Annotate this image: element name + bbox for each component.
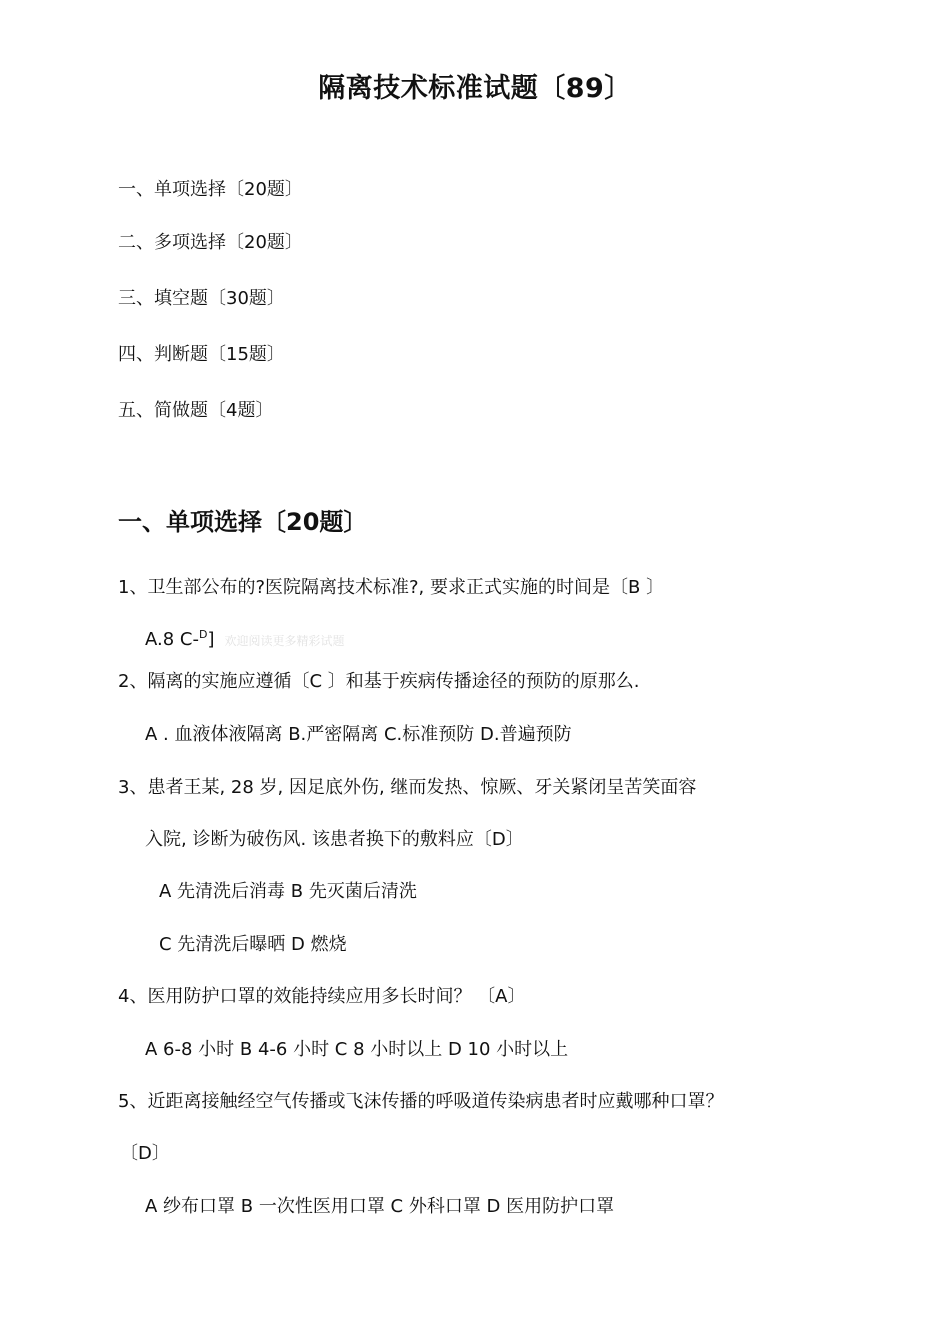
- toc-item-fill-blank: 三、填空题〔30题〕: [118, 288, 285, 309]
- question-2-stem: 2、隔离的实施应遵循〔C 〕和基于疾病传播途径的预防的原那么.: [118, 671, 640, 692]
- toc-item-multiple-choice: 二、多项选择〔20题〕: [118, 232, 303, 253]
- question-1-options-sup: D: [198, 628, 208, 641]
- faint-watermark-text: 欢迎阅读更多精彩试题: [224, 634, 345, 648]
- question-3-options-line1: A 先清洗后消毒 B 先灭菌后清洗: [159, 881, 417, 902]
- question-1-stem: 1、卫生部公布的?医院隔离技术标准?, 要求正式实施的时间是〔B 〕: [118, 577, 665, 598]
- question-2-options: A . 血液体液隔离 B.严密隔离 C.标准预防 D.普遍预防: [145, 724, 572, 745]
- question-3-options-line2: C 先清洗后曝晒 D 燃烧: [159, 934, 347, 955]
- section-heading-single-choice: 一、单项选择〔20题〕: [118, 508, 368, 536]
- question-4-options: A 6-8 小时 B 4-6 小时 C 8 小时以上 D 10 小时以上: [145, 1039, 569, 1060]
- question-1-options-end: ]: [207, 629, 215, 650]
- toc-item-true-false: 四、判断题〔15题〕: [118, 344, 285, 365]
- question-1-options-text: A.8 C-: [145, 629, 199, 650]
- question-3-stem-line2: 入院, 诊断为破伤风. 该患者换下的敷料应〔D〕: [145, 829, 524, 850]
- question-5-stem-line1: 5、近距离接触经空气传播或飞沫传播的呼吸道传染病患者时应戴哪种口罩？: [118, 1091, 724, 1112]
- question-3-stem-line1: 3、患者王某, 28 岁, 因足底外伤, 继而发热、惊厥、牙关紧闭呈苦笑面容: [118, 777, 697, 798]
- page-title: 隔离技术标准试题〔89〕: [318, 73, 632, 104]
- question-1-options: [145, 623, 345, 653]
- question-4-stem: 4、医用防护口罩的效能持续应用多长时间？ 〔A〕: [118, 986, 526, 1007]
- question-5-stem-line2: 〔D〕: [120, 1143, 170, 1164]
- toc-item-single-choice: 一、单项选择〔20题〕: [118, 179, 303, 200]
- toc-item-short-answer: 五、简做题〔4题〕: [118, 400, 274, 421]
- question-5-options: A 纱布口罩 B 一次性医用口罩 C 外科口罩 D 医用防护口罩: [145, 1196, 615, 1217]
